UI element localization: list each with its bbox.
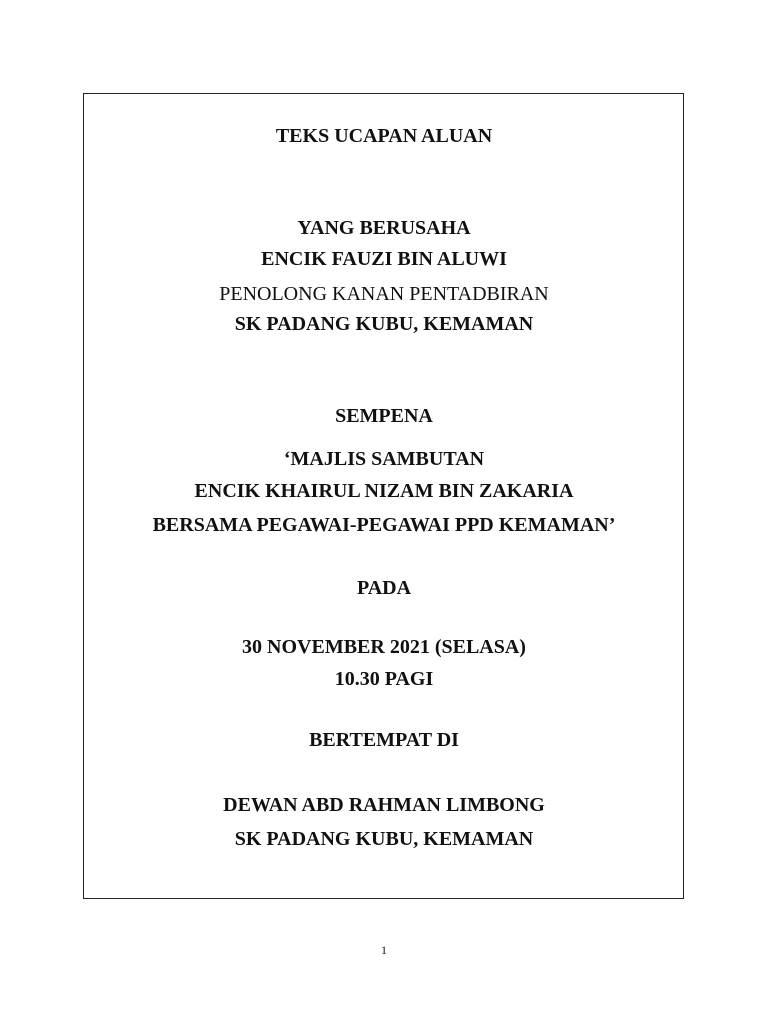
- event-date: 30 NOVEMBER 2021 (SELASA): [242, 636, 526, 658]
- speaker-honorific: YANG BERUSAHA: [297, 217, 471, 239]
- page-number: 1: [381, 943, 387, 957]
- speaker-position: PENOLONG KANAN PENTADBIRAN: [219, 283, 549, 305]
- occasion-label: SEMPENA: [335, 405, 433, 427]
- speaker-school: SK PADANG KUBU, KEMAMAN: [234, 313, 534, 335]
- document-title: TEKS UCAPAN ALUAN: [275, 125, 493, 147]
- date-label: PADA: [356, 577, 412, 599]
- speaker-name: ENCIK FAUZI BIN ALUWI: [261, 248, 507, 270]
- venue-label: BERTEMPAT DI: [309, 729, 459, 751]
- event-time: 10.30 PAGI: [334, 668, 434, 690]
- venue-line-2: SK PADANG KUBU, KEMAMAN: [234, 828, 534, 850]
- event-line-3: BERSAMA PEGAWAI-PEGAWAI PPD KEMAMAN’: [152, 514, 616, 536]
- event-line-1: ‘MAJLIS SAMBUTAN: [283, 448, 485, 470]
- event-line-2: ENCIK KHAIRUL NIZAM BIN ZAKARIA: [194, 480, 574, 502]
- venue-line-1: DEWAN ABD RAHMAN LIMBONG: [223, 794, 545, 816]
